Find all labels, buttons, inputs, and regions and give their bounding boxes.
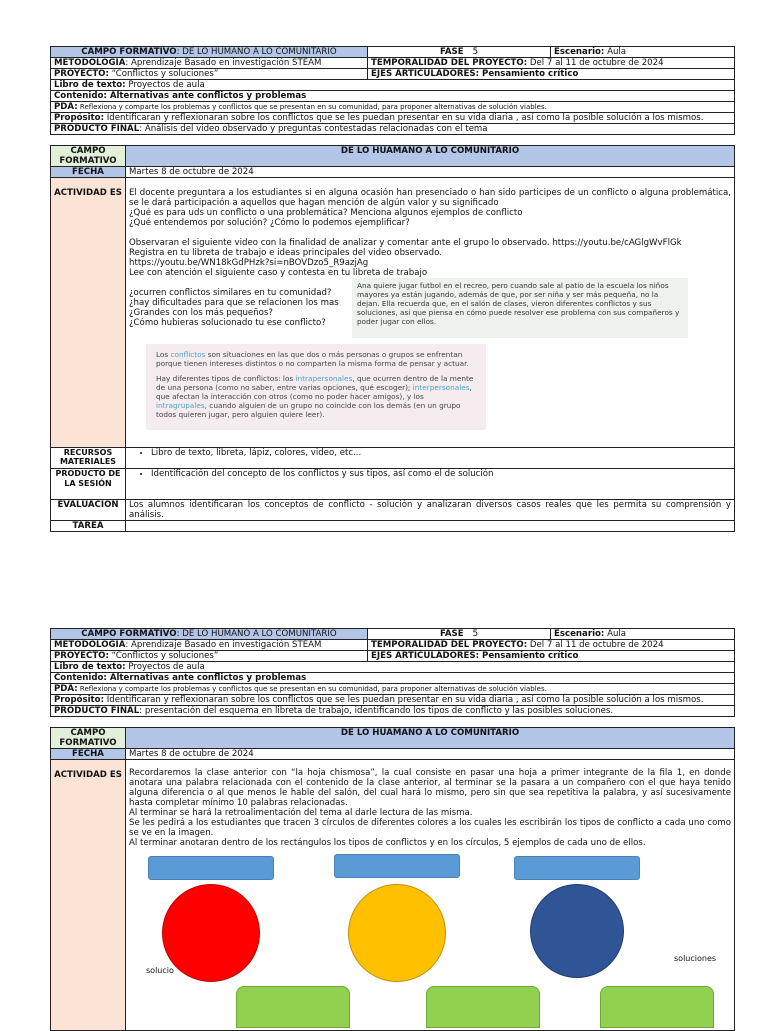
solution-tag-3 [600,986,714,1028]
producto-sesion-label: PRODUCTO DE LA SESIÓN [51,469,126,500]
pda-cell: PDA: Reflexiona y comparte los problemas y conflictos que se presentan en su comunidad, para proponer alternativas de solución viables. [51,102,735,113]
fecha-label: FECHA [51,749,126,760]
header-table-2 [50,628,735,717]
solution-tag-2 [426,986,540,1028]
libro-cell: Libro de texto: Proyectos de aula [51,662,735,673]
producto-final-cell: PRODUCTO FINAL: Análisis del video observado y preguntas contestadas relacionadas con el tema [51,124,735,135]
fecha-value: Martes 8 de octubre de 2024 [126,167,735,178]
definition-box [146,344,486,430]
definition-types: Hay diferentes tipos de conflictos: los intrapersonales, que ocurren dentro de la mente de una persona (como no saber, entre varias opciones, qué escoger); interpersonales, que afectan la interacción con otros (como no poder hacer amigos), y los intragrupales, cuando alguien de un grupo no coincide con los demás (en un grupo todos quieren jugar, pero alguien quiere leer). [156,374,474,419]
temporalidad-cell: TEMPORALIDAD DEL PROYECTO: Del 7 al 11 de octubre de 2024 [368,640,735,651]
sheet-2 [50,628,734,1031]
conflict-type-rectangle-2 [334,854,460,878]
campo-label: CAMPO FORMATIVO [51,728,126,749]
campo-title: DE LO HUAMANO A LO COMUNITARIO [126,728,735,749]
tarea-label: TAREA [51,521,126,532]
circle-red [162,884,260,982]
circle-yellow [348,884,446,982]
campo-formativo-cell: CAMPO FORMATIVO: DE LO HUMANO A LO COMUNITARIO [51,47,368,58]
proyecto-cell: PROYECTO: “Conflictos y soluciones” [51,69,368,80]
circle-blue [530,884,624,978]
conflict-type-rectangle-1 [148,856,274,880]
contenido-cell: Contenido: Alternativas ante conflictos y problemas [51,673,735,684]
conflict-type-rectangle-3 [514,856,640,880]
header-table-1 [50,46,735,135]
pda-cell: PDA: Reflexiona y comparte los problemas y conflictos que se presentan en su comunidad, para proponer alternativas de solución viables. [51,684,735,695]
proposito-cell: Propósito: Identificaran y reflexionaran sobre los conflictos que se les puedan presentar en su vida diaria , así como la posible solución a los mismos. [51,113,735,124]
evaluacion-value: Los alumnos identificaran los conceptos de conflicto - solución y analizaran diversos casos reales que les permita su comprensión y análisis. [126,500,735,521]
sheet-1 [50,46,734,532]
actividades-label: ACTIVIDAD ES [51,760,126,1031]
campo-formativo-cell: CAMPO FORMATIVO: DE LO HUMANO A LO COMUNITARIO [51,629,368,640]
producto-final-cell: PRODUCTO FINAL: presentación del esquema en libreta de trabajo, identificando los tipos de conflicto y las posibles soluciones. [51,706,735,717]
fase-cell: FASE 5 [368,629,551,640]
recursos-value: • Libro de texto, libreta, lápiz, colores, video, etc... [126,448,735,469]
campo-title: DE LO HUAMANO A LO COMUNITARIO [126,146,735,167]
tarea-value [126,521,735,532]
questions-block: ¿ocurren conflictos similares en tu comunidad? ¿hay dificultades para que se relacionen los mas ¿Grandes con los más pequeños? ¿Cómo hubieras solucionado tu ese conflicto? [129,288,339,328]
ejes-cell: EJES ARTICULADORES: Pensamiento crítico [368,651,735,662]
temporalidad-cell: TEMPORALIDAD DEL PROYECTO: Del 7 al 11 de octubre de 2024 [368,58,735,69]
case-reading-box: Ana quiere jugar futbol en el recreo, pero cuando sale al patio de la escuela los niños mayores ya están jugando, además de que, por ser niña y ser más pequeña, no la dejan. Ella recuerda que, en el salón de clases, vieron diferentes conflictos y sus soluciones, así que piensa en cómo puede resolver ese problema con sus compañeros y poder jugar con ellos. [352,278,688,338]
contenido-cell: Contenido: Alternativas ante conflictos y problemas [51,91,735,102]
proposito-cell: Propósito: Identificaran y reflexionaran sobre los conflictos que se les puedan presentar en su vida diaria , así como la posible solución a los mismos. [51,695,735,706]
soluciones-label-right: soluciones [674,954,717,963]
plan-table-1 [50,145,735,532]
fase-cell: FASE 5 [368,47,551,58]
metodologia-cell: METODOLOGIA: Aprendizaje Basado en investigación STEAM [51,58,368,69]
plan-table-2 [50,727,735,1031]
ejes-cell: EJES ARTICULADORES: Pensamiento crítico [368,69,735,80]
campo-label: CAMPO FORMATIVO [51,146,126,167]
escenario-cell: Escenario: Aula [551,47,735,58]
actividades-content: El docente preguntara a los estudiantes si en alguna ocasión han presenciado o han sido participes de un conflicto o alguna problemática, se le dará participación a aquellos que hagan mención de algún valor y su significado ¿Qué es para uds un conflicto o una problemática? Menciona algunos ejemplos de conflicto ¿Qué entendemos por solución? ¿Cómo lo podemos ejemplificar? Observaran el siguiente video con la finalidad de analizar y comentar ante el grupo lo observado. https://youtu.be/cAGlgWvFlGk Registra en tu libreta de trabajo e ideas principales del video observado. https://youtu.be/WN18kGdPHzk?si=nBOVDzo5_R9azjAg Lee con atención el siguiente caso y contesta en tu libreta de trabajo ¿ocurren conflictos similares en tu comunidad? ¿hay dificultades para que se relacionen los mas ¿Grandes con los más pequeños? ¿Cómo hubieras solucionado tu ese conflicto? Ana quiere jugar futbol en el recreo, pero cuando sale al patio de la escuela los niños mayores ya están jugando, además de que, por ser niña y ser más pequeña, no la dejan. Ella recuerda que, en el salón de clases, vieron diferentes conflictos y sus soluciones, así que piensa en cómo puede resolver ese problema con sus compañeros y poder jugar con ellos. Los conflictos son situaciones en las que dos o más personas o grupos se enfrentan porque tienen intereses distintos o no comparten la misma forma de pensar y actuar. Hay diferentes tipos de conflictos: los intrapersonales, que ocurren dentro de la mente de una persona (como no saber, entre varias opciones, qué escoger); interpersonales, que afectan la interacción con otros (como no poder hacer amigos), y los intragrupales, cuando alguien de un grupo no coincide con los demás (en un grupo todos quieren jugar, pero alguien quiere leer). [126,178,735,448]
escenario-cell: Escenario: Aula [551,629,735,640]
metodologia-cell: METODOLOGIA: Aprendizaje Basado en investigación STEAM [51,640,368,651]
proyecto-cell: PROYECTO: “Conflictos y soluciones” [51,651,368,662]
soluciones-label-left: solucio [146,966,174,975]
actividades-content: Recordaremos la clase anterior con “la hoja chismosa”, la cual consiste en pasar una hoja a primer integrante de la fila 1, en donde anotara una palabra relacionada con el contenido de la clase anterior, al terminar se la pasara a un compañero con el que haya tenido alguna diferencia o al que menos le hable del salón, del cual hará lo mismo, pero sin que sea repetitiva la palabra, y así sucesivamente hasta completar mínimo 10 palabras relacionadas. Al terminar se hará la retroalimentación del tema al darle lectura de las misma. Se les pedirá a los estudiantes que tracen 3 círculos de diferentes colores a los cuales les escribirán los tipos de conflicto a cada uno como se ve en la imagen. Al terminar anotaran dentro de los rectángulos los tipos de conflictos y en los círculos, 5 ejemplos de cada uno de ellos. solucio soluciones [126,760,735,1031]
fecha-label: FECHA [51,167,126,178]
libro-cell: Libro de texto: Proyectos de aula [51,80,735,91]
solution-tag-1 [236,986,350,1028]
producto-sesion-value: • Identificación del concepto de los conflictos y sus tipos, así como el de solución [126,469,735,500]
actividades-label: ACTIVIDAD ES [51,178,126,448]
recursos-label: RECURSOS MATERIALES [51,448,126,469]
evaluacion-label: EVALUACIÓN [51,500,126,521]
definition-conflict: Los conflictos son situaciones en las que dos o más personas o grupos se enfrentan porque tienen intereses distintos o no comparten la misma forma de pensar y actuar. [156,350,469,368]
fecha-value: Martes 8 de octubre de 2024 [126,749,735,760]
